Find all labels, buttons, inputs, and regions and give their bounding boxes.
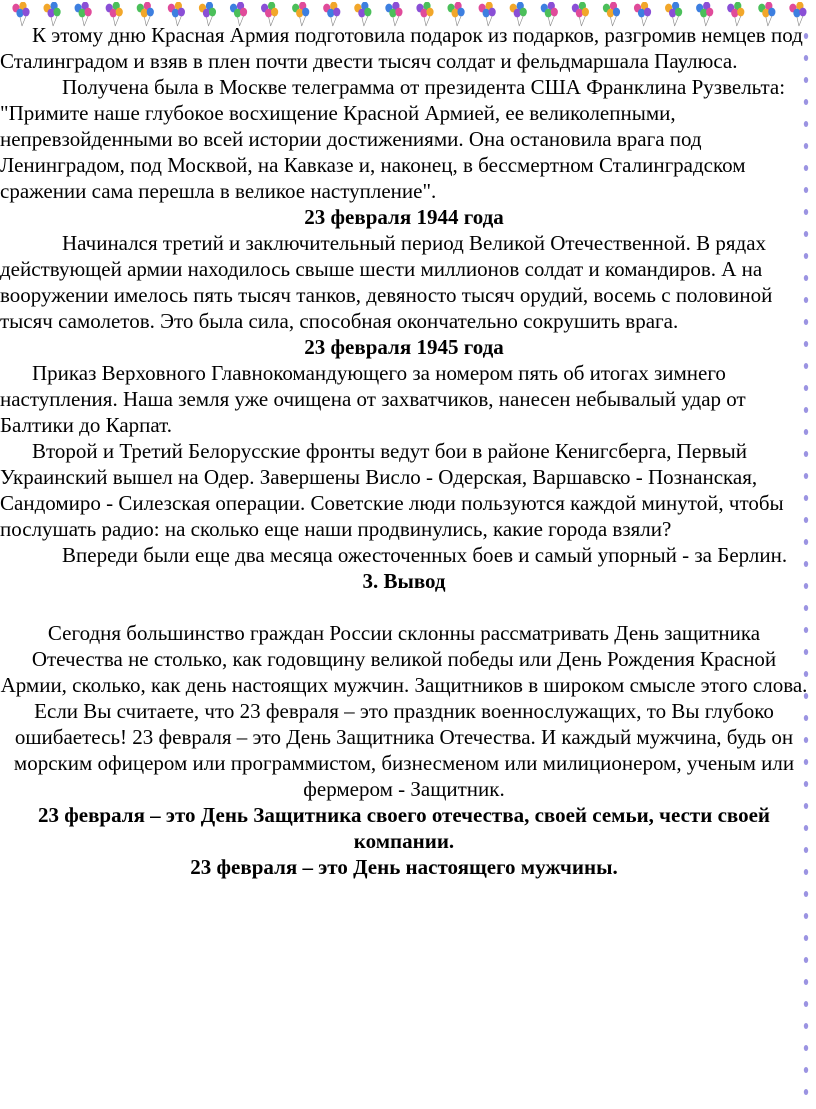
heading-1945: 23 февраля 1945 года [304,335,504,359]
border-dot [804,957,808,963]
document-page [0,22,808,880]
heading-conclusion: 3. Вывод [362,569,446,593]
paragraph-order-five: Приказ Верховного Главнокомандующего за номером пять об итогах зимнего наступления. Наша земля уже очищена от захватчиков, нанесен небывалый удар от Балтики до Карпат. [0,361,746,437]
bold-statement-defender: 23 февраля – это День Защитника своего отечества, своей семьи, чести своей компании. [37,803,771,853]
border-dot [804,913,808,919]
border-dot [804,935,808,941]
paragraph-fronts: Второй и Третий Белорусские фронты ведут бои в районе Кенигсберга, Первый Украинский вышел на Одер. Завершены Висло - Одерская, Варшавско - Познанская, Сандомиро - Силезская операции. Советские люди пользуются каждой минутой, чтобы послушать радио: на сколько еще наши продвинулись, какие города взяли? [0,439,784,541]
border-dot [804,891,808,897]
border-dot [804,979,808,985]
border-dot [804,1001,808,1007]
border-dot [804,1089,808,1095]
border-dot [804,1067,808,1073]
paragraph-1944: Начинался третий и заключительный период Великой Отечественной. В рядах действующей армии находилось свыше шести миллионов солдат и командиров. А на вооружении имелось пять тысяч танков, девяносто тысяч орудий, восемь с половиной тысяч самолетов. Это была сила, способная окончательно сокрушить врага. [0,231,773,333]
paragraph-berlin: Впереди были еще два месяца ожесточенных боев и самый упорный - за Берлин. [62,543,788,567]
paragraph-defender: Если Вы считаете, что 23 февраля – это праздник военнослужащих, то Вы глубоко ошибаетесь! 23 февраля – это День Защитника Отечества. И каждый мужчина, будь он морским офицером или программистом, бизнесменом или милиционером, ученым или фермером - Защитник. [13,699,795,801]
paragraph-roosevelt-telegram: Получена была в Москве телеграмма от президента США Франклина Рузвельта: "Примите наше глубокое восхищение Красной Армией, ее великолепными, непревзойденными во всей истории достижениями. Она остановила врага под Ленинградом, под Москвой, на Кавказе и, наконец, в бессмертном Сталинградском сражении сама перешла в великое наступление". [0,75,786,203]
paragraph-stalingrad: К этому дню Красная Армия подготовила подарок из подарков, разгромив немцев под Сталинградом и взяв в плен почти двести тысяч солдат и фельдмаршала Паулюса. [0,23,803,73]
border-dot [804,1045,808,1051]
paragraph-modern-view: Сегодня большинство граждан России склонны рассматривать День защитника Отечества не столько, как годовщину великой победы или День Рождения Красной Армии, сколько, как день настоящих мужчин. Защитников в широком смысле этого слова. [0,621,808,697]
heading-1944: 23 февраля 1944 года [304,205,504,229]
bold-statement-real-man: 23 февраля – это День настоящего мужчины. [190,855,618,879]
spacer [0,594,808,620]
border-dot [804,1023,808,1029]
